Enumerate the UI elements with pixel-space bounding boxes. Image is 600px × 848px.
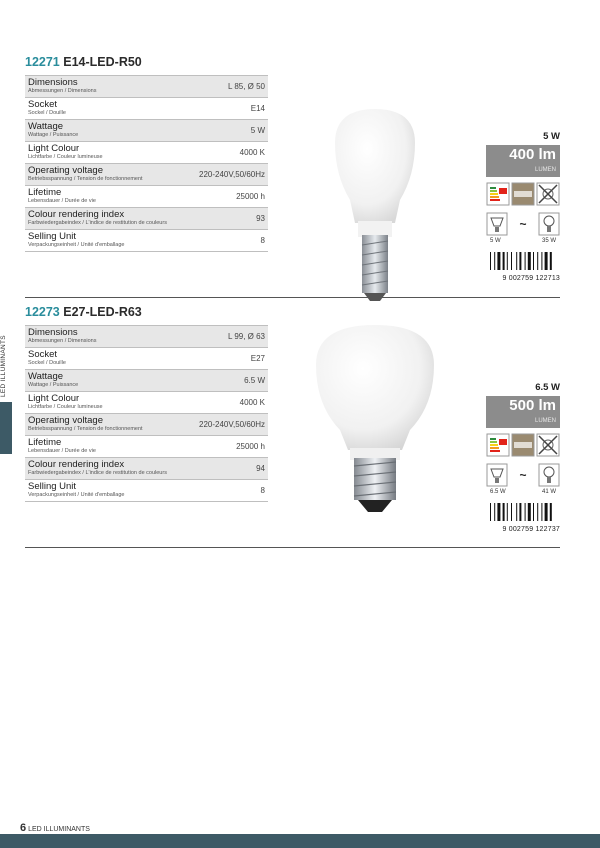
product-title <box>25 305 560 319</box>
spec-value: 4000 K <box>239 398 265 407</box>
icons-row <box>486 182 560 206</box>
spec-value: 8 <box>260 236 265 245</box>
section-divider <box>25 547 560 548</box>
spec-row <box>25 458 268 480</box>
incandescent-bulb-icon <box>538 212 560 236</box>
spec-label: Operating voltage <box>28 165 103 176</box>
spec-sublabel: Wattage / Puissance <box>28 382 79 388</box>
not-dimmable-icon <box>536 182 560 206</box>
spec-value: 220-240V,50/60Hz <box>199 170 265 179</box>
section-side-label: LED ILLUMINANTS <box>0 335 7 397</box>
spec-row <box>25 142 268 164</box>
spec-label: Colour rendering index <box>28 459 125 470</box>
spec-sublabel: Wattage / Puissance <box>28 132 79 138</box>
spec-value: E14 <box>250 104 265 113</box>
bulb-image-r63 <box>310 320 440 520</box>
spec-table <box>25 325 268 502</box>
spec-row <box>25 230 268 252</box>
spec-row <box>25 208 268 230</box>
comparison-separator: ~ <box>519 468 527 482</box>
spec-sublabel: Farbwiedergabeindex / L'indice de restitution de couleurs <box>28 470 167 476</box>
spec-sublabel: Lebensdauer / Durée de vie <box>28 448 96 454</box>
product-number: 12271 <box>25 55 60 69</box>
barcode-number: 9 002759 122713 <box>502 275 560 282</box>
footer-bar <box>0 834 600 848</box>
icons-row <box>486 433 560 457</box>
spec-sublabel: Lebensdauer / Durée de vie <box>28 198 96 204</box>
spec-label: Dimensions <box>28 77 78 88</box>
spec-label: Lifetime <box>28 437 62 448</box>
spec-sublabel: Farbwiedergabeindex / L'indice de restitution de couleurs <box>28 220 167 226</box>
section-divider <box>25 297 560 298</box>
barcode <box>486 252 560 282</box>
spec-sublabel: Lichtfarbe / Couleur lumineuse <box>28 404 103 410</box>
spec-label: Operating voltage <box>28 415 103 426</box>
product-name: E27-LED-R63 <box>63 305 142 319</box>
spec-value: L 85, Ø 50 <box>227 82 265 91</box>
wattage-comparison <box>486 463 560 487</box>
spec-sublabel: Sockel / Douille <box>28 110 66 116</box>
spec-row <box>25 392 268 414</box>
not-dimmable-icon <box>536 433 560 457</box>
spec-value: 8 <box>260 486 265 495</box>
spec-sublabel: Verpackungseinheit / Unité d'emballage <box>28 242 125 248</box>
spec-row <box>25 480 268 502</box>
led-bulb-icon <box>486 212 508 236</box>
spec-value: L 99, Ø 63 <box>227 332 265 341</box>
wattage-title: 6.5 W <box>535 382 560 393</box>
lumen-label: LUMEN <box>534 167 556 173</box>
spec-label: Socket <box>28 99 58 110</box>
spec-label: Light Colour <box>28 143 80 154</box>
spec-label: Wattage <box>28 371 64 382</box>
spec-value: 5 W <box>250 126 265 135</box>
spec-value: 25000 h <box>236 192 265 201</box>
warm-white-icon <box>511 182 535 206</box>
spec-value: 93 <box>256 214 265 223</box>
energy-label-icon <box>486 433 510 457</box>
section-side-bar <box>0 402 12 454</box>
spec-label: Wattage <box>28 121 64 132</box>
spec-label: Socket <box>28 349 58 360</box>
incandescent-bulb-icon <box>538 463 560 487</box>
spec-row <box>25 98 268 120</box>
energy-label-icon <box>486 182 510 206</box>
led-wattage: 5 W <box>490 238 501 244</box>
spec-value: 25000 h <box>236 442 265 451</box>
spec-value: 220-240V,50/60Hz <box>199 420 265 429</box>
barcode <box>486 503 560 533</box>
page-number: 6 <box>20 822 27 834</box>
spec-sublabel: Abmessungen / Dimensions <box>28 88 97 94</box>
led-wattage: 6.5 W <box>490 489 506 495</box>
equivalent-wattage: 35 W <box>541 238 556 244</box>
spec-sublabel: Betriebsspannung / Tension de fonctionnement <box>28 176 143 182</box>
spec-label: Lifetime <box>28 187 62 198</box>
spec-row <box>25 120 268 142</box>
spec-label: Colour rendering index <box>28 209 125 220</box>
lumen-value: 500 lm <box>509 397 556 414</box>
spec-label: Light Colour <box>28 393 80 404</box>
lumen-box <box>486 396 560 428</box>
warm-white-icon <box>511 433 535 457</box>
spec-value: 4000 K <box>239 148 265 157</box>
product-info-panel <box>486 382 560 533</box>
product-info-panel <box>486 131 560 282</box>
spec-row <box>25 186 268 208</box>
lumen-box <box>486 145 560 177</box>
wattage-title: 5 W <box>543 131 560 142</box>
barcode-number: 9 002759 122737 <box>502 526 560 533</box>
spec-label: Dimensions <box>28 327 78 338</box>
spec-sublabel: Betriebsspannung / Tension de fonctionnement <box>28 426 143 432</box>
comparison-separator: ~ <box>519 217 527 231</box>
bulb-image-r50 <box>330 105 420 320</box>
spec-row <box>25 436 268 458</box>
spec-row <box>25 414 268 436</box>
spec-value: E27 <box>250 354 265 363</box>
spec-table <box>25 75 268 252</box>
product-12273 <box>25 305 560 533</box>
spec-sublabel: Lichtfarbe / Couleur lumineuse <box>28 154 103 160</box>
product-number: 12273 <box>25 305 60 319</box>
spec-row <box>25 326 268 348</box>
lumen-label: LUMEN <box>534 418 556 424</box>
product-name: E14-LED-R50 <box>63 55 142 69</box>
product-title <box>25 55 560 69</box>
spec-row <box>25 164 268 186</box>
spec-row <box>25 76 268 98</box>
footer-label: LED ILLUMINANTS <box>28 826 90 833</box>
barcode-bars <box>488 252 560 270</box>
spec-label: Selling Unit <box>28 231 77 242</box>
wattage-comparison <box>486 212 560 236</box>
page-footer <box>20 822 90 834</box>
product-12271 <box>25 55 560 282</box>
spec-sublabel: Abmessungen / Dimensions <box>28 338 97 344</box>
spec-value: 6.5 W <box>244 376 265 385</box>
spec-label: Selling Unit <box>28 481 77 492</box>
spec-row <box>25 370 268 392</box>
led-bulb-icon <box>486 463 508 487</box>
equivalent-wattage: 41 W <box>541 489 556 495</box>
spec-value: 94 <box>256 464 265 473</box>
spec-row <box>25 348 268 370</box>
lumen-value: 400 lm <box>509 146 556 163</box>
spec-sublabel: Sockel / Douille <box>28 360 66 366</box>
spec-sublabel: Verpackungseinheit / Unité d'emballage <box>28 492 125 498</box>
barcode-bars <box>488 503 560 521</box>
